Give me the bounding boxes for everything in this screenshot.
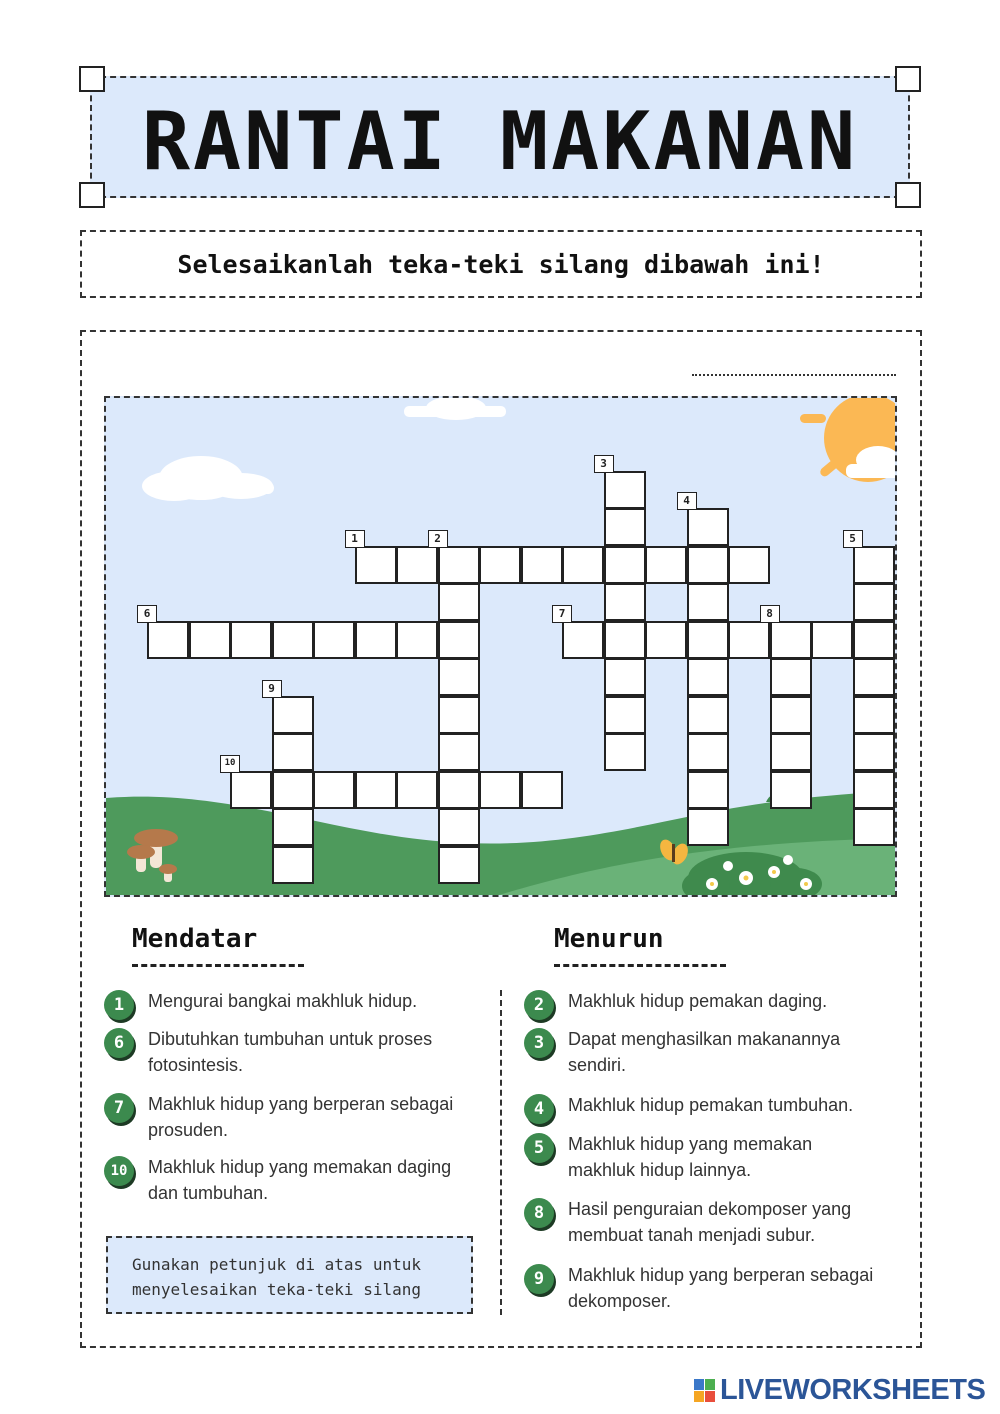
- clue-across-1: [104, 990, 464, 1020]
- crossword-cell[interactable]: [604, 471, 646, 509]
- crossword-cell[interactable]: [853, 583, 895, 621]
- crossword-cell[interactable]: [770, 771, 812, 809]
- crossword-cell[interactable]: [604, 508, 646, 546]
- crossword-cell[interactable]: [770, 696, 812, 734]
- crossword-cell[interactable]: [438, 808, 480, 846]
- crossword-cell[interactable]: [604, 658, 646, 696]
- crossword-cell[interactable]: [687, 658, 729, 696]
- crossword-number-label: 3: [594, 455, 614, 473]
- crossword-cell[interactable]: [438, 658, 480, 696]
- crossword-cell[interactable]: [728, 546, 770, 584]
- hint-note: Gunakan petunjuk di atas untuk menyelesaikan teka-teki silang: [106, 1236, 473, 1314]
- crossword-number-label: 1: [345, 530, 365, 548]
- clue-down-2: [524, 990, 904, 1020]
- crossword-cell[interactable]: [604, 621, 646, 659]
- clue-number-badge: 9: [524, 1264, 554, 1294]
- crossword-cell[interactable]: [853, 621, 895, 659]
- crossword-cell[interactable]: [272, 808, 314, 846]
- crossword-cell[interactable]: [272, 846, 314, 884]
- crossword-cell[interactable]: [521, 546, 563, 584]
- clue-text: Hasil penguraian dekomposer yang membuat tanah menjadi subur.: [568, 1199, 852, 1245]
- clue-text: Dibutuhkan tumbuhan untuk proses fotosintesis.: [148, 1029, 433, 1075]
- crossword-cell[interactable]: [562, 546, 604, 584]
- crossword-number-label: 4: [677, 492, 697, 510]
- crossword-cell[interactable]: [562, 621, 604, 659]
- crossword-cell[interactable]: [687, 546, 729, 584]
- crossword-cell[interactable]: [853, 808, 895, 846]
- crossword-cell[interactable]: [272, 733, 314, 771]
- crossword-cell[interactable]: [313, 771, 355, 809]
- crossword-cell[interactable]: [438, 696, 480, 734]
- crossword-cell[interactable]: [272, 771, 314, 809]
- crossword-scene: [104, 396, 897, 897]
- clue-text: Makhluk hidup yang memakan daging dan tumbuhan.: [148, 1157, 452, 1203]
- crossword-number-label: 9: [262, 680, 282, 698]
- crossword-cell[interactable]: [355, 546, 397, 584]
- clue-number-badge: 2: [524, 990, 554, 1020]
- instruction-banner: [80, 230, 922, 298]
- corner-handle: [895, 66, 921, 92]
- crossword-cell[interactable]: [853, 658, 895, 696]
- crossword-cell[interactable]: [147, 621, 189, 659]
- crossword-cell[interactable]: [770, 621, 812, 659]
- crossword-cell[interactable]: [355, 621, 397, 659]
- crossword-number-label: 5: [843, 530, 863, 548]
- crossword-cell[interactable]: [230, 771, 272, 809]
- crossword-cell[interactable]: [894, 621, 897, 659]
- crossword-cell[interactable]: [438, 621, 480, 659]
- liveworksheets-icon: [694, 1379, 716, 1403]
- crossword-cell[interactable]: [645, 621, 687, 659]
- crossword-cell[interactable]: [770, 733, 812, 771]
- crossword-cell[interactable]: [687, 771, 729, 809]
- cloud-icon: [142, 456, 274, 501]
- crossword-cell[interactable]: [396, 621, 438, 659]
- crossword-cell[interactable]: [728, 621, 770, 659]
- crossword-cell[interactable]: [687, 583, 729, 621]
- liveworksheets-logo: [694, 1374, 985, 1407]
- crossword-cell[interactable]: [438, 846, 480, 884]
- clue-number-badge: 4: [524, 1094, 554, 1124]
- crossword-cell[interactable]: [687, 508, 729, 546]
- across-heading: Mendatar: [132, 924, 258, 954]
- clue-text: Makhluk hidup yang berperan sebagai dekomposer.: [568, 1265, 874, 1311]
- crossword-cell[interactable]: [853, 546, 895, 584]
- crossword-cell[interactable]: [438, 583, 480, 621]
- crossword-cell[interactable]: [604, 583, 646, 621]
- clue-across-6: [104, 1028, 464, 1078]
- crossword-cell[interactable]: [687, 621, 729, 659]
- crossword-cell[interactable]: [189, 621, 231, 659]
- clue-number-badge: 5: [524, 1133, 554, 1163]
- corner-handle: [895, 182, 921, 208]
- crossword-cell[interactable]: [438, 546, 480, 584]
- corner-handle: [79, 66, 105, 92]
- crossword-cell[interactable]: [355, 771, 397, 809]
- crossword-cell[interactable]: [604, 733, 646, 771]
- heading-underline: [554, 964, 726, 967]
- crossword-cell[interactable]: [438, 771, 480, 809]
- crossword-cell[interactable]: [853, 696, 895, 734]
- clue-text: Dapat menghasilkan makanannya sendiri.: [568, 1029, 841, 1075]
- crossword-cell[interactable]: [604, 696, 646, 734]
- clue-text: Makhluk hidup pemakan tumbuhan.: [568, 1095, 854, 1115]
- crossword-cell[interactable]: [479, 771, 521, 809]
- instruction-text: Selesaikanlah teka-teki silang dibawah ini!: [177, 250, 825, 279]
- crossword-cell[interactable]: [604, 546, 646, 584]
- crossword-number-label: 7: [552, 605, 572, 623]
- clue-text: Mengurai bangkai makhluk hidup.: [148, 991, 418, 1011]
- crossword-number-label: 10: [220, 755, 240, 773]
- page-title: RANTAI MAKANAN: [141, 95, 859, 188]
- crossword-cell[interactable]: [272, 621, 314, 659]
- crossword-cell[interactable]: [438, 733, 480, 771]
- clue-number-badge: 6: [104, 1028, 134, 1058]
- crossword-number-label: 8: [760, 605, 780, 623]
- crossword-cell[interactable]: [687, 696, 729, 734]
- clue-text: Makhluk hidup pemakan daging.: [568, 991, 828, 1011]
- crossword-cell[interactable]: [687, 808, 729, 846]
- corner-handle: [79, 182, 105, 208]
- clue-text: Makhluk hidup yang memakan makhluk hidup lainnya.: [568, 1134, 813, 1180]
- crossword-cell[interactable]: [272, 696, 314, 734]
- clue-number-badge: 3: [524, 1028, 554, 1058]
- crossword-cell[interactable]: [770, 658, 812, 696]
- crossword-cell[interactable]: [396, 546, 438, 584]
- clue-number-badge: 7: [104, 1093, 134, 1123]
- crossword-cell[interactable]: [811, 621, 853, 659]
- clue-text: Makhluk hidup yang berperan sebagai prosuden.: [148, 1094, 454, 1140]
- clue-number-badge: 10: [104, 1156, 134, 1186]
- crossword-cell[interactable]: [853, 771, 895, 809]
- crossword-cell[interactable]: [853, 733, 895, 771]
- clue-down-5: [524, 1133, 844, 1183]
- brand-name: LIVEWORKSHEETS: [720, 1374, 986, 1406]
- crossword-number-label: 2: [428, 530, 448, 548]
- clue-across-7: [104, 1093, 474, 1143]
- crossword-number-label: 6: [137, 605, 157, 623]
- column-divider: [500, 990, 502, 1315]
- clue-number-badge: 1: [104, 990, 134, 1020]
- crossword-cell[interactable]: [230, 621, 272, 659]
- clue-number-badge: 8: [524, 1198, 554, 1228]
- crossword-cell[interactable]: [687, 733, 729, 771]
- title-banner: [90, 76, 910, 198]
- crossword-cell[interactable]: [396, 771, 438, 809]
- down-heading: Menurun: [554, 924, 664, 954]
- crossword-cell[interactable]: [313, 621, 355, 659]
- clue-down-4: [524, 1094, 904, 1124]
- clue-down-9: [524, 1264, 904, 1314]
- name-answer-line[interactable]: [692, 374, 896, 376]
- clue-across-10: [104, 1156, 474, 1206]
- heading-underline: [132, 964, 304, 967]
- crossword-cell[interactable]: [645, 546, 687, 584]
- crossword-cell[interactable]: [479, 546, 521, 584]
- clue-down-8: [524, 1198, 884, 1248]
- crossword-cell[interactable]: [521, 771, 563, 809]
- clue-down-3: [524, 1028, 864, 1078]
